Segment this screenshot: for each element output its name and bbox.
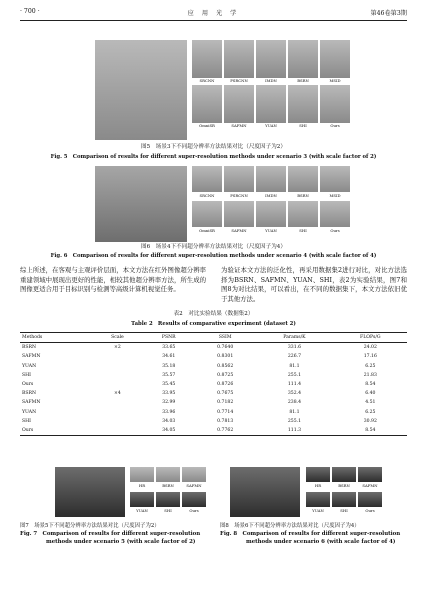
table-cell: 255.1 (287, 372, 301, 378)
fig6-tile-label: BSRN (297, 193, 309, 198)
fig6-tile (256, 166, 286, 192)
header-rule (20, 20, 407, 21)
fig5-tile-label: SAFMN (231, 123, 247, 128)
fig6-tile (288, 166, 318, 192)
table-cell: 0.7640 (217, 345, 234, 351)
table-cell: 331.6 (287, 345, 301, 351)
fig5-tile (288, 85, 318, 123)
table-cell: 0.8726 (217, 382, 234, 388)
fig6-tile-label: YUAN (265, 228, 277, 233)
paragraph-left: 综上所述，在客观与主观评价层面，本文方法在红外图像超分辨率重建领域中展现出更好的性能，相较其他超分辨率方法，所生成的图像更适合用于目标识别与检测等高级计算机视觉任务。 (20, 266, 206, 294)
fig7-caption-en-1: Fig. 7 Comparison of results for different super-resolution (20, 531, 201, 537)
table-cell: 8.54 (365, 427, 376, 433)
table-cell (93, 408, 143, 417)
table-cell: 6.40 (365, 391, 376, 397)
fig5-tile (320, 85, 350, 123)
fig5-tile (224, 40, 254, 78)
fig7-tile (156, 467, 180, 482)
fig7-tile (130, 492, 154, 507)
table-cell (93, 362, 143, 371)
table-cell (93, 352, 143, 361)
table-cell: 0.7675 (217, 391, 234, 397)
fig7-caption-cn: 图7 场景5下不同超分辨率方法结果对比（尺度因子为2） (20, 523, 160, 529)
table-cell: BSRN (22, 391, 37, 397)
fig6-tile (320, 166, 350, 192)
fig5-tile-label: PSRCNN (230, 78, 248, 83)
fig8-tile-label: SHI (340, 508, 348, 513)
fig6-tile (256, 201, 286, 227)
fig6-tile-label: MSID (329, 193, 341, 198)
fig8-tile (358, 492, 382, 507)
table-cell: 0.7182 (217, 400, 234, 406)
fig6-tile-label: SRCNN (199, 193, 215, 198)
fig6-tile (224, 166, 254, 192)
fig7-caption (20, 522, 215, 546)
table-cell: 33.96 (162, 409, 176, 415)
table-cell (93, 380, 143, 389)
table-cell: 33.95 (162, 391, 176, 397)
fig8-tile (358, 467, 382, 482)
fig7-tile-label: BSRN (162, 483, 174, 488)
fig8-tile (306, 467, 330, 482)
fig6-tile (192, 201, 222, 227)
fig7-tile-label: SHI (164, 508, 172, 513)
table-cell: 34.61 (162, 354, 176, 360)
page-header (20, 8, 407, 20)
fig6-tile (224, 201, 254, 227)
table-cell (93, 417, 143, 426)
table-cell: 81.1 (289, 409, 300, 415)
fig6-tile (192, 166, 222, 192)
table-cell: 111.3 (287, 427, 301, 433)
fig5-main-image (95, 40, 187, 140)
table-cell: 30.92 (363, 418, 377, 424)
table-cell: 0.8725 (217, 372, 234, 378)
table-row (20, 398, 407, 407)
fig5-tile-label: Ours (330, 123, 340, 128)
table-cell: 0.7714 (217, 409, 234, 415)
fig6-tile-label: OmniSR (199, 228, 215, 233)
fig7-tile (182, 492, 206, 507)
fig8-tile (332, 467, 356, 482)
fig5-caption-en: Fig. 5 Comparison of results for different super-resolution methods under scenario 3 (with scale factor of 2) (50, 154, 377, 160)
table-cell: YUAN (22, 409, 37, 415)
table-cell: 8.54 (365, 382, 376, 388)
fig5-tile-label: OmniSR (199, 123, 215, 128)
table-cell: 81.1 (289, 363, 300, 369)
fig7-caption-en-2: methods under scenario 5 (with scale factor of 2) (46, 539, 196, 545)
col-header: PSNR (142, 333, 195, 343)
fig5-tile-label: SRCNN (199, 78, 215, 83)
page-number: · 700 · (20, 8, 40, 15)
table-cell: ×4 (114, 391, 121, 397)
table-cell: 35.57 (162, 372, 176, 378)
table-cell: 21.83 (363, 372, 377, 378)
col-header: Params/K (255, 333, 333, 343)
fig6-tile (288, 201, 318, 227)
table-row (20, 352, 407, 361)
table-cell (93, 398, 143, 407)
fig5-tile (192, 85, 222, 123)
fig8-tile-label: HR (314, 483, 322, 488)
fig7-tile-label: YUAN (136, 508, 148, 513)
table-cell: SAFMN (22, 400, 41, 406)
table-row (20, 371, 407, 380)
fig5-tile-label: BSRN (297, 78, 309, 83)
fig8-tile-label: YUAN (312, 508, 324, 513)
table-cell: 17.16 (363, 354, 377, 360)
table-row (20, 389, 407, 398)
table-cell: 34.05 (162, 427, 176, 433)
fig8-caption-en-1: Fig. 8 Comparison of results for different super-resolution (220, 531, 401, 537)
fig5-tile-label: IMDN (265, 78, 277, 83)
fig6-main-image (95, 166, 187, 242)
table-cell: 34.03 (162, 418, 176, 424)
table-cell: SHI (22, 418, 31, 424)
fig7-tile (156, 492, 180, 507)
table-cell: 33.65 (162, 345, 176, 351)
fig5-tile (320, 40, 350, 78)
col-header: SSIM (195, 333, 255, 343)
table-row (20, 362, 407, 371)
fig8-tile (306, 492, 330, 507)
table-cell: 226.7 (287, 354, 301, 360)
table-cell: 32.99 (162, 400, 176, 406)
table-cell: 4.51 (365, 400, 376, 406)
fig8-tile-label: SAFMN (362, 483, 378, 488)
table-cell: 111.4 (287, 382, 301, 388)
fig5-tile (192, 40, 222, 78)
fig5-tile (256, 85, 286, 123)
fig8-caption (220, 522, 415, 546)
table-cell: 35.45 (162, 382, 176, 388)
table-cell: Ours (22, 427, 34, 433)
fig5-tile-label: MSID (329, 78, 341, 83)
results-table (20, 332, 407, 436)
table-row (20, 417, 407, 426)
table-cell: 0.8562 (217, 363, 234, 369)
col-header: FLOPs/G (334, 333, 407, 343)
table2 (20, 332, 407, 436)
table-cell: SAFMN (22, 354, 41, 360)
fig6-tile-label: Ours (330, 228, 340, 233)
fig7-main-image (55, 467, 125, 517)
fig5-caption-cn: 图5 场景3下不同超分辨率方法结果对比（尺度因子为2） (141, 144, 286, 150)
table-row (20, 343, 407, 353)
fig5-tile (288, 40, 318, 78)
fig8-main-image (230, 467, 300, 517)
col-header: Methods (20, 333, 93, 343)
table-cell: 0.8301 (217, 354, 234, 360)
fig6-caption-cn: 图6 场景4下不同超分辨率方法结果对比（尺度因子为4） (141, 244, 286, 250)
fig8-tile-label: Ours (365, 508, 375, 513)
table-cell (93, 426, 143, 436)
fig5-tile-label: SHI (299, 123, 307, 128)
table-cell: ×2 (114, 345, 121, 351)
table2-title-cn: 表2 对比实验结果（数据集2） (173, 311, 254, 317)
table-cell: 0.7813 (217, 418, 234, 424)
table-cell: 6.25 (365, 363, 376, 369)
issue-label: 第46卷第3期 (370, 10, 407, 17)
fig8-caption-en-2: methods under scenario 6 (with scale factor of 4) (246, 539, 396, 545)
fig5-tile (256, 40, 286, 78)
fig5-tile-label: YUAN (265, 123, 277, 128)
table-cell: 24.02 (363, 345, 377, 351)
fig6-tile-label: SAFMN (231, 228, 247, 233)
fig7-tile (130, 467, 154, 482)
fig7-tile-label: Ours (189, 508, 199, 513)
fig7-tile (182, 467, 206, 482)
fig6-tile-label: SHI (299, 228, 307, 233)
fig6-tile (320, 201, 350, 227)
fig6-tile-label: IMDN (265, 193, 277, 198)
table-row (20, 380, 407, 389)
table-cell: 0.7762 (217, 427, 234, 433)
table-cell: 238.4 (287, 400, 301, 406)
fig5-tile (224, 85, 254, 123)
fig8-tile (332, 492, 356, 507)
table-cell (93, 371, 143, 380)
fig7-tile-label: SAFMN (186, 483, 202, 488)
table-cell: BSRN (22, 345, 37, 351)
table-cell: 255.1 (287, 418, 301, 424)
fig6-tile-label: PSRCNN (230, 193, 248, 198)
table-row (20, 408, 407, 417)
table-row (20, 426, 407, 436)
fig8-caption-cn: 图8 场景6下不同超分辨率方法结果对比（尺度因子为4） (220, 523, 360, 529)
table2-title-en: Table 2 Results of comparative experiment (dataset 2) (131, 321, 296, 327)
table-header-row (20, 333, 407, 343)
table-cell: 352.4 (287, 391, 301, 397)
table-cell: SHI (22, 372, 31, 378)
table-cell: Ours (22, 382, 34, 388)
table-cell: 6.25 (365, 409, 376, 415)
fig8-tile-label: BSRN (338, 483, 350, 488)
paragraph-right: 为验证本文方法的泛化性，再采用数据集2进行对比，对比方法选择为BSRN、SAFMN、YUAN、SHI，表2为实验结果，图7和图8为对比结果，可以看出，在不同的数据集下，本文方法依旧优于其他方法。 (221, 266, 407, 303)
col-header: Scale (93, 333, 143, 343)
table-cell: 35.18 (162, 363, 176, 369)
fig7-tile-label: HR (138, 483, 146, 488)
journal-name: 应 用 光 学 (187, 10, 240, 17)
table-cell: YUAN (22, 363, 37, 369)
fig6-caption-en: Fig. 6 Comparison of results for different super-resolution methods under scenario 4 (with scale factor of 4) (50, 253, 377, 259)
